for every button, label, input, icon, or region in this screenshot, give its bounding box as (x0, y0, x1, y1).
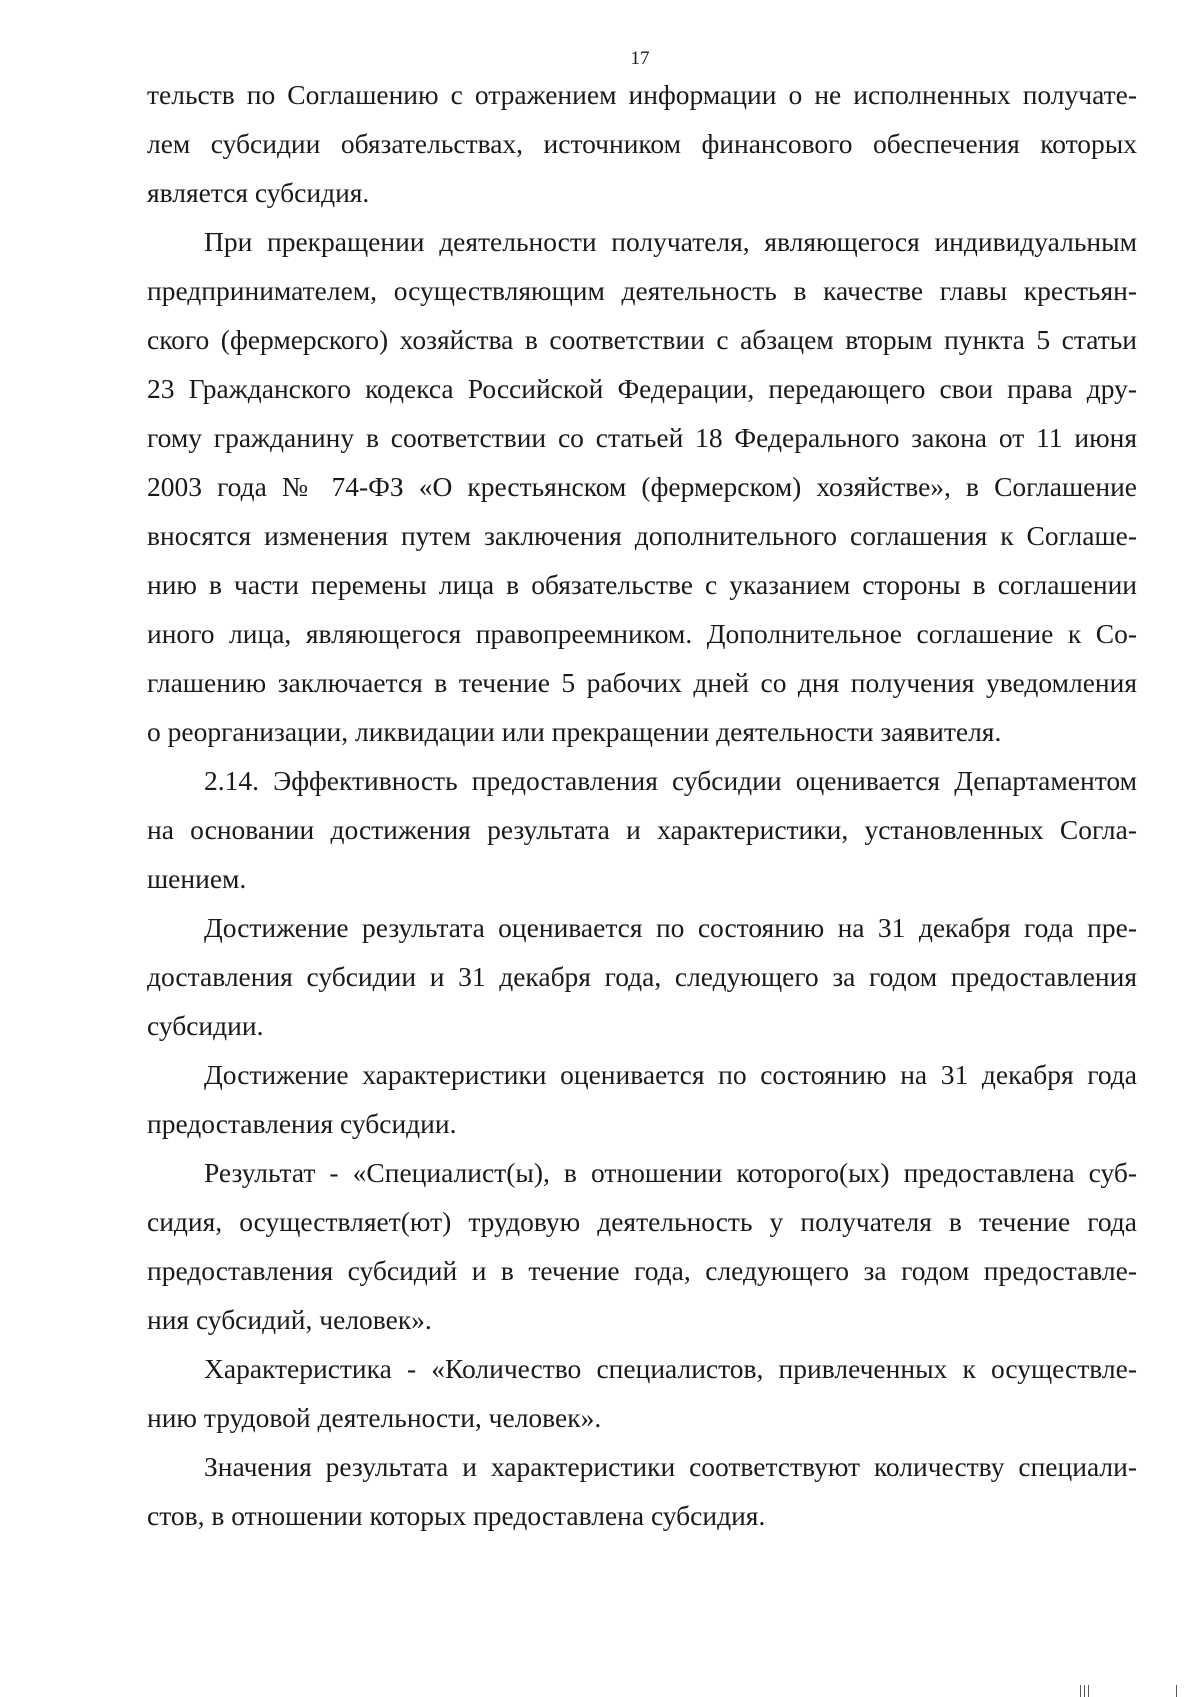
text-line: нию в части перемены лица в обязательстве с указанием стороны в соглашении (147, 569, 1137, 600)
text-line: ния субсидий, человек». (147, 1304, 432, 1335)
page-number: 17 (630, 48, 650, 69)
text-line: предоставления субсидии. (147, 1108, 457, 1139)
body-text (147, 70, 1137, 1540)
text-line: на основании достижения результата и характеристики, установленных Согла- (147, 814, 1137, 845)
scan-mark (1084, 1685, 1085, 1697)
text-line: о реорганизации, ликвидации или прекращении деятельности заявителя. (147, 716, 1002, 747)
text-line: ского (фермерского) хозяйства в соответствии с абзацем вторым пункта 5 статьи (147, 324, 1137, 355)
text-line: является субсидия. (147, 177, 370, 208)
text-line: вносятся изменения путем заключения дополнительного соглашения к Соглаше- (147, 520, 1137, 551)
text-line: Достижение характеристики оценивается по состоянию на 31 декабря года (204, 1059, 1137, 1090)
text-line: Результат - «Специалист(ы), в отношении которого(ых) предоставлена суб- (204, 1157, 1137, 1188)
scan-artifact-marks (1080, 1683, 1190, 1697)
text-line: нию трудовой деятельности, человек». (147, 1402, 602, 1433)
scan-mark (1080, 1685, 1081, 1697)
text-line: Характеристика - «Количество специалистов, привлеченных к осуществле- (204, 1353, 1137, 1384)
text-line: глашению заключается в течение 5 рабочих дней со дня получения уведомления (147, 667, 1137, 698)
text-line: лем субсидии обязательствах, источником финансового обеспечения которых (147, 128, 1137, 159)
text-line: Значения результата и характеристики соответствуют количеству специали- (204, 1451, 1137, 1482)
scan-mark (1088, 1685, 1089, 1697)
text-line: Достижение результата оценивается по состоянию на 31 декабря года пре- (204, 912, 1137, 943)
text-line: предпринимателем, осуществляющим деятельность в качестве главы крестьян- (147, 275, 1137, 306)
text-line: 2003 года № 74-ФЗ «О крестьянском (фермерском) хозяйстве», в Соглашение (147, 471, 1137, 502)
text-line: При прекращении деятельности получателя, являющегося индивидуальным (204, 226, 1137, 257)
text-line: предоставления субсидий и в течение года, следующего за годом предоставле- (147, 1255, 1137, 1286)
text-line: шением. (147, 863, 247, 894)
text-line: гому гражданину в соответствии со статьей 18 Федерального закона от 11 июня (147, 422, 1137, 453)
text-line: иного лица, являющегося правопреемником. Дополнительное соглашение к Со- (147, 618, 1137, 649)
text-line: 2.14. Эффективность предоставления субсидии оценивается Департаментом (204, 765, 1137, 796)
text-line: субсидии. (147, 1010, 264, 1041)
text-line: доставления субсидии и 31 декабря года, следующего за годом предоставления (147, 961, 1137, 992)
scan-mark (1176, 1685, 1177, 1697)
text-line: стов, в отношении которых предоставлена субсидия. (147, 1500, 766, 1531)
text-line: сидия, осуществляет(ют) трудовую деятельность у получателя в течение года (147, 1206, 1137, 1237)
text-line: тельств по Соглашению с отражением информации о не исполненных получате- (147, 79, 1137, 110)
text-line: 23 Гражданского кодекса Российской Федерации, передающего свои права дру- (147, 373, 1137, 404)
